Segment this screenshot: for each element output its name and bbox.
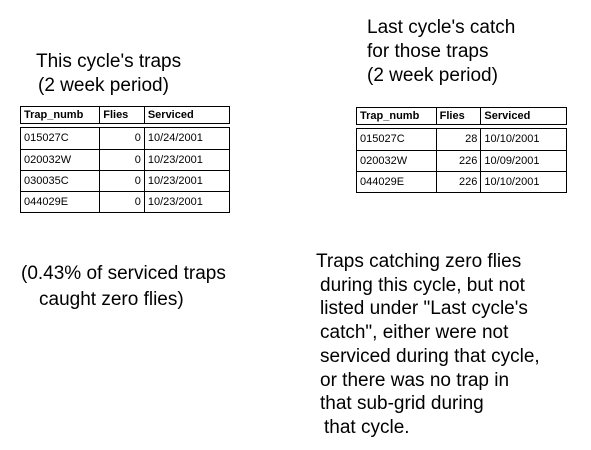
- trap-number-cell: 044029E: [360, 176, 405, 188]
- trap-number-cell: 020032W: [24, 154, 72, 166]
- table-row: [21, 149, 229, 170]
- serviced-cell: 10/24/2001: [144, 128, 229, 149]
- flies-cell: 28: [436, 129, 481, 150]
- trap-number-cell: 030035C: [24, 175, 69, 187]
- serviced-cell: 10/10/2001: [480, 172, 566, 192]
- trap-number-cell: 020032W: [360, 155, 408, 167]
- table-body: [20, 127, 230, 213]
- table-row: [357, 129, 566, 150]
- column-header-serviced: Serviced: [144, 107, 229, 123]
- column-header-serviced: Serviced: [480, 108, 566, 124]
- column-header-flies: Flies: [99, 107, 144, 123]
- left-heading-line: (2 week period): [38, 75, 169, 96]
- table-row: [21, 128, 229, 149]
- note-line: that cycle.: [324, 416, 410, 438]
- serviced-cell: 10/23/2001: [144, 192, 229, 212]
- left-heading-line: This cycle's traps: [36, 51, 182, 72]
- flies-cell: 0: [99, 150, 144, 170]
- note-line: that sub-grid during: [320, 393, 484, 415]
- flies-cell: 226: [436, 172, 481, 192]
- flies-cell: 0: [99, 171, 144, 191]
- zero-flies-explanation-note: [316, 250, 540, 440]
- flies-cell: 0: [99, 128, 144, 149]
- note-line: (0.43% of serviced traps: [21, 263, 226, 284]
- table-header: [356, 107, 567, 125]
- serviced-cell: 10/09/2001: [480, 151, 566, 171]
- table-row: [357, 150, 566, 171]
- column-header-trap-number: Trap_numb: [24, 109, 84, 121]
- column-header-trap-number: Trap_numb: [360, 110, 420, 122]
- flies-cell: 226: [436, 151, 481, 171]
- note-line: listed under "Last cycle's: [320, 298, 528, 320]
- note-line: serviced during that cycle,: [320, 345, 540, 367]
- right-heading-line: (2 week period): [367, 65, 498, 86]
- right-heading: [367, 16, 515, 88]
- trap-number-cell: 015027C: [24, 132, 69, 144]
- note-line: or there was no trap in: [320, 369, 510, 391]
- trap-number-cell: 044029E: [24, 196, 69, 208]
- note-line: caught zero flies): [39, 289, 184, 310]
- right-heading-line: for those traps: [367, 41, 489, 62]
- left-heading: [36, 50, 181, 98]
- serviced-cell: 10/10/2001: [480, 129, 566, 150]
- serviced-cell: 10/23/2001: [144, 150, 229, 170]
- table-header: [20, 106, 230, 124]
- table-row: [357, 171, 566, 192]
- right-heading-line: Last cycle's catch: [367, 17, 516, 38]
- zero-flies-percentage-note: [21, 261, 226, 313]
- column-header-flies: Flies: [436, 108, 481, 124]
- this-cycle-traps-table: [20, 106, 230, 213]
- note-line: during this cycle, but not: [320, 274, 525, 296]
- table-row: [21, 191, 229, 212]
- note-line: Traps catching zero flies: [316, 251, 522, 272]
- note-line: catch", either were not: [320, 322, 509, 344]
- serviced-cell: 10/23/2001: [144, 171, 229, 191]
- flies-cell: 0: [99, 192, 144, 212]
- last-cycle-catch-table: [356, 107, 567, 193]
- trap-number-cell: 015027C: [360, 133, 405, 145]
- table-row: [21, 170, 229, 191]
- table-body: [356, 128, 567, 193]
